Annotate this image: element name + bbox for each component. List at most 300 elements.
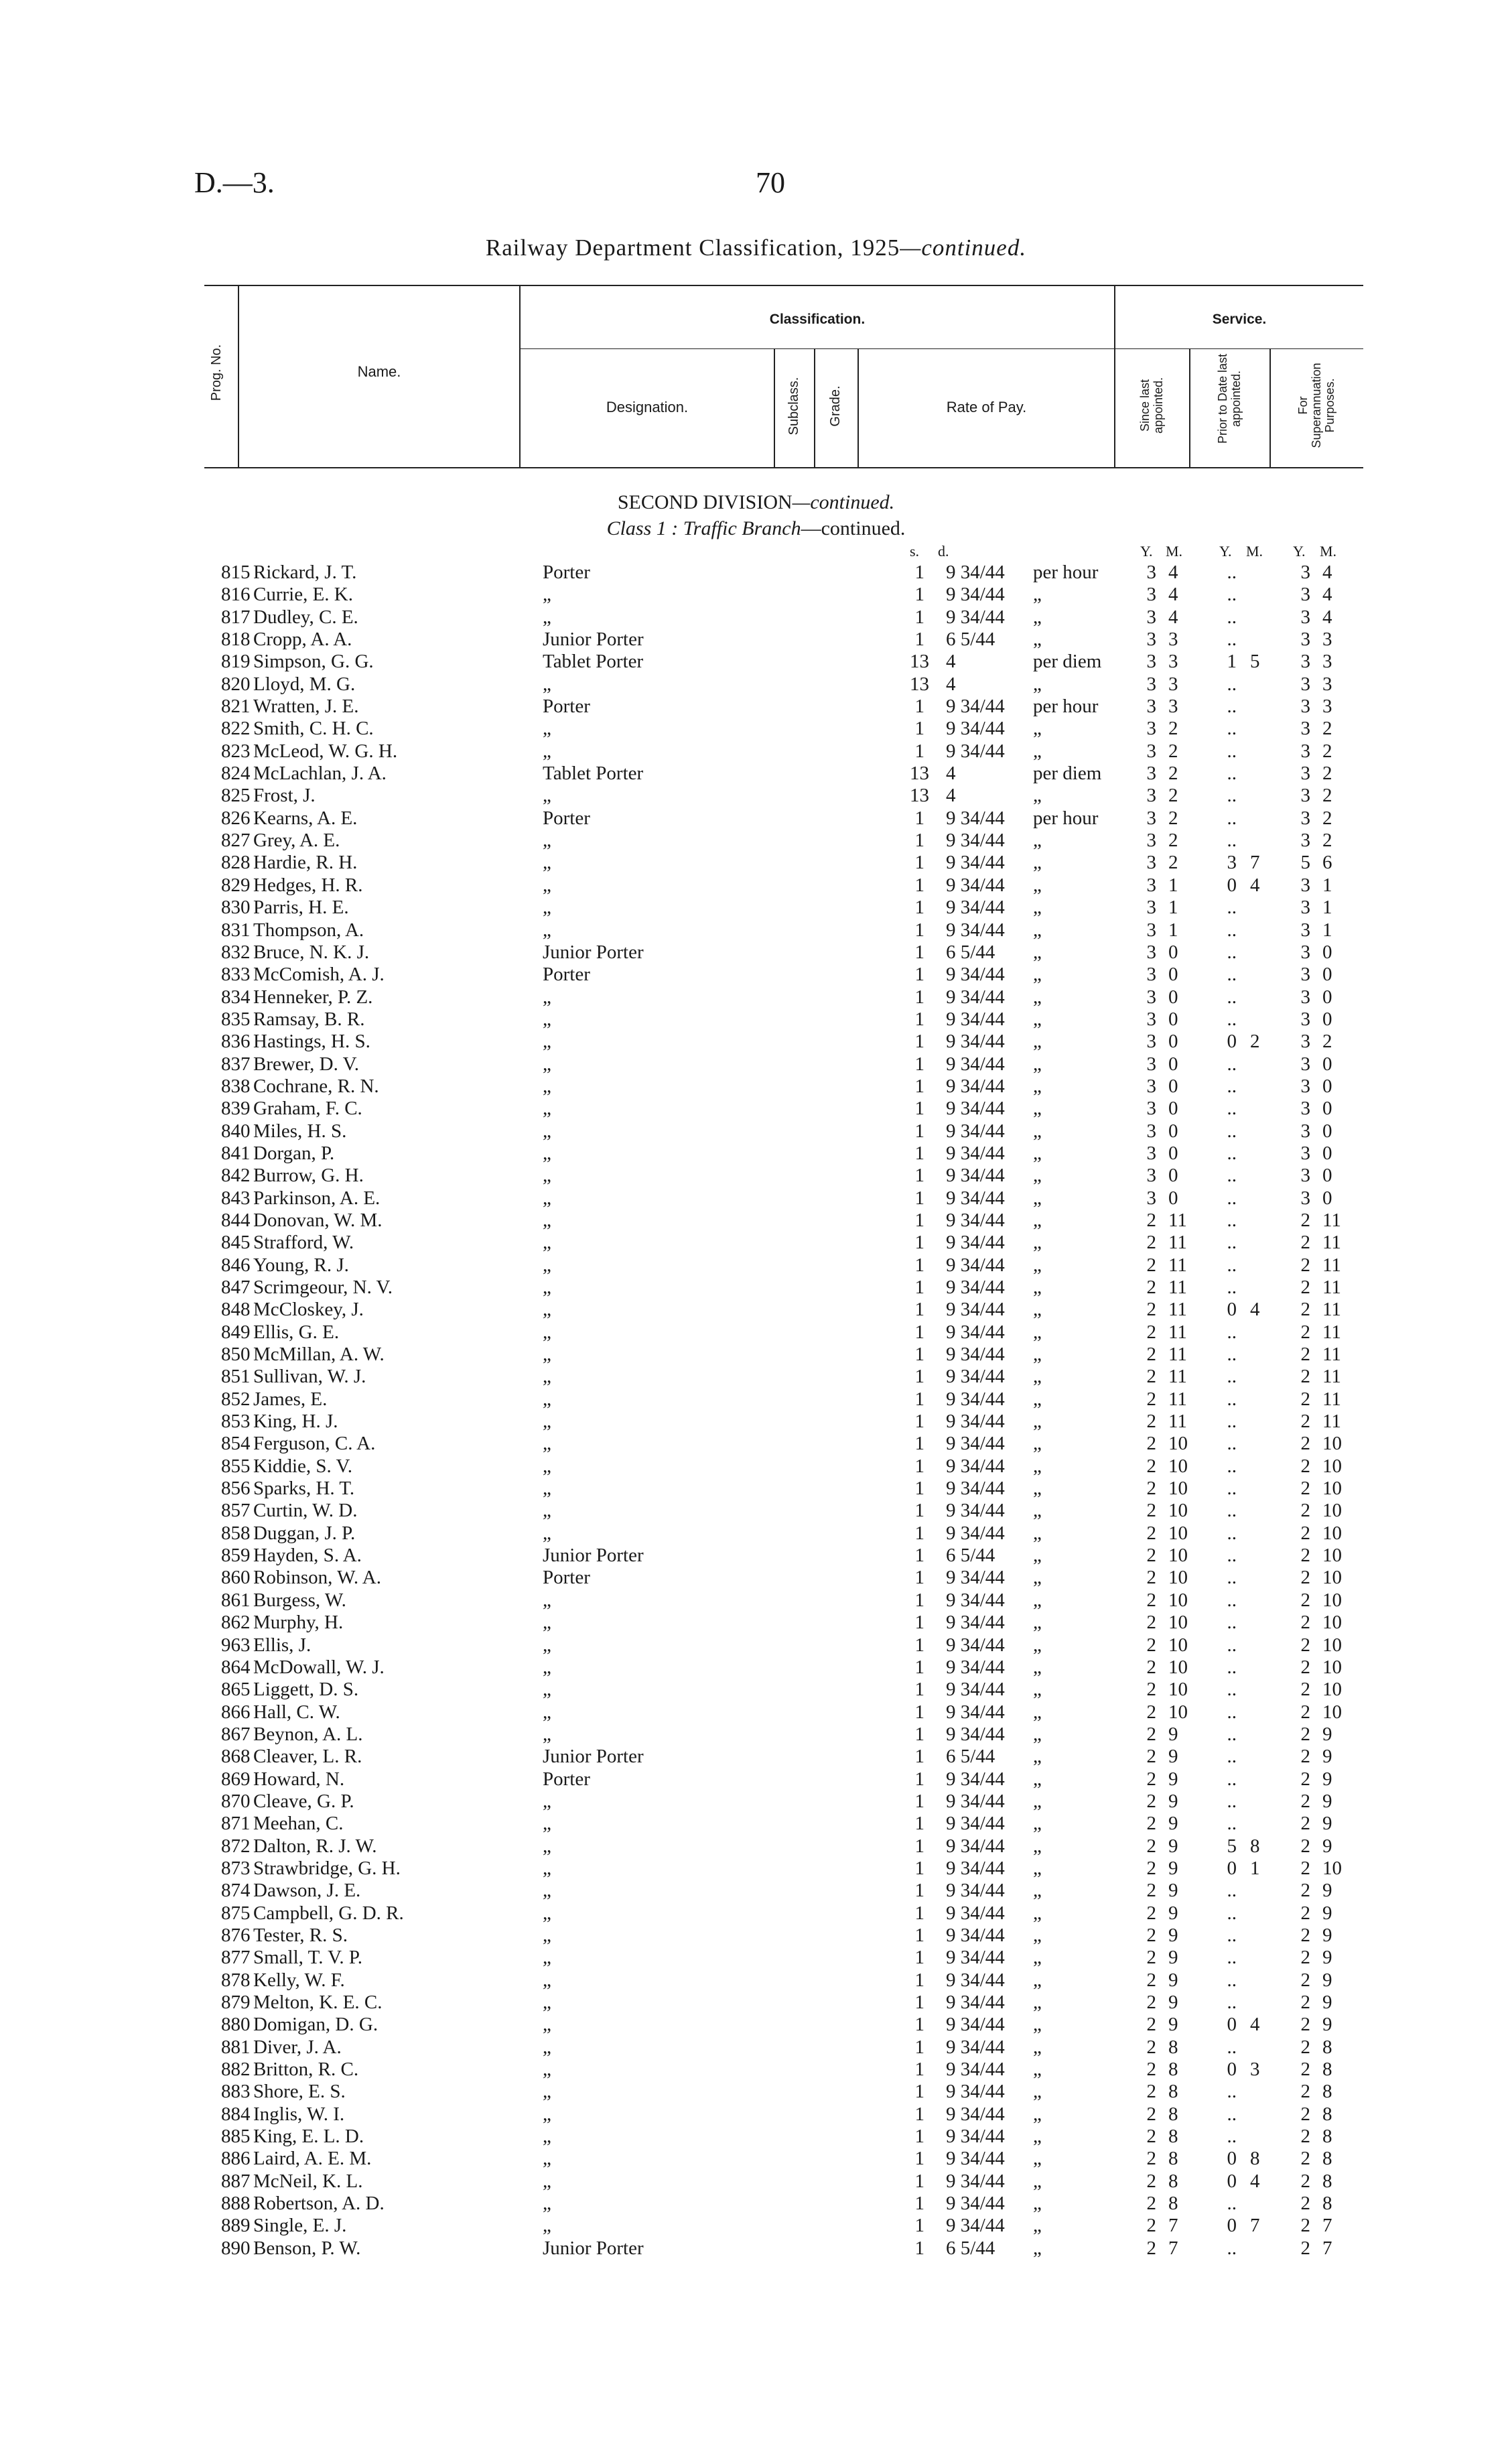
pay-shillings: 1 [914,606,924,628]
prior-years: .. [1227,1723,1237,1745]
super-months: 10 [1322,1455,1342,1477]
prior-years: .. [1227,1455,1237,1477]
prog-number: 963 [221,1634,251,1656]
since-last-months: 1 [1168,874,1178,896]
since-last-years: 2 [1146,1567,1156,1589]
since-last-years: 2 [1146,1433,1156,1455]
pay-pence: 9 34/44 [946,1120,1005,1142]
prior-years: .. [1227,1992,1237,2013]
since-last-months: 9 [1168,1947,1178,1969]
table-row [0,1478,1512,1500]
pay-rate-unit: „ [1033,1098,1042,1120]
pay-pence: 9 34/44 [946,1902,1005,1924]
pay-rate-unit: „ [1033,852,1042,874]
since-last-months: 9 [1168,1857,1178,1879]
pay-pence: 9 34/44 [946,830,1005,852]
table-row [0,2081,1512,2103]
pay-rate-unit: „ [1033,1746,1042,1768]
pay-rate-unit: „ [1033,1656,1042,1678]
super-years: 3 [1300,1165,1310,1187]
prog-number: 817 [221,606,251,628]
super-years: 3 [1300,584,1310,606]
prior-years: .. [1227,1232,1237,1254]
since-last-years: 2 [1146,2059,1156,2081]
designation: „ [543,2081,551,2103]
super-years: 2 [1300,1746,1310,1768]
staff-name: Graham, F. C. [253,1098,362,1120]
designation: „ [543,2103,551,2125]
table-row [0,1522,1512,1545]
staff-name: Wratten, J. E. [253,696,359,718]
pay-shillings: 1 [914,1813,924,1835]
since-last-years: 2 [1146,1992,1156,2013]
pay-rate-unit: „ [1033,1075,1042,1097]
pay-pence: 9 34/44 [946,1277,1005,1298]
staff-name: Hall, C. W. [253,1701,340,1723]
prog-number: 882 [221,2059,251,2081]
unit-m1: M. [1166,543,1183,560]
staff-name: Strawbridge, G. H. [253,1857,401,1879]
prior-years: .. [1227,1500,1237,1522]
staff-name: McNeil, K. L. [253,2170,363,2192]
prog-number: 826 [221,807,251,829]
since-last-years: 3 [1146,629,1156,651]
pay-pence: 9 34/44 [946,1187,1005,1209]
pay-rate-unit: „ [1033,2126,1042,2148]
pay-rate-unit: „ [1033,1835,1042,1857]
super-years: 3 [1300,718,1310,740]
prog-number: 815 [221,562,251,583]
prior-years: .. [1227,1522,1237,1544]
pay-rate-unit: „ [1033,2103,1042,2125]
table-row [0,1791,1512,1813]
super-years: 2 [1300,1209,1310,1231]
staff-name: King, E. L. D. [253,2126,364,2148]
designation: „ [543,986,551,1008]
pay-rate-unit: „ [1033,1165,1042,1187]
designation: „ [543,1277,551,1298]
super-years: 3 [1300,1031,1310,1053]
pay-rate-unit: per diem [1033,763,1102,785]
staff-name: Cropp, A. A. [253,629,352,651]
pay-shillings: 1 [914,1969,924,1991]
table-row [0,1388,1512,1411]
pay-shillings: 1 [914,941,924,963]
since-last-years: 3 [1146,763,1156,785]
prior-years: .. [1227,1120,1237,1142]
table-row [0,852,1512,874]
since-last-years: 3 [1146,1053,1156,1075]
pay-rate-unit: per hour [1033,807,1099,829]
table-row [0,1612,1512,1634]
super-years: 2 [1300,1969,1310,1991]
staff-name: Donovan, W. M. [253,1209,383,1231]
staff-name: Kiddie, S. V. [253,1455,352,1477]
since-last-years: 3 [1146,562,1156,583]
pay-rate-unit: „ [1033,1612,1042,1634]
prog-number: 837 [221,1053,251,1075]
prog-number: 853 [221,1411,251,1433]
prior-months: 4 [1250,2170,1260,2192]
pay-rate-unit: „ [1033,740,1042,762]
prior-years: .. [1227,1656,1237,1678]
class-prefix: Class 1 : [606,517,679,539]
table-row [0,1902,1512,1925]
pay-shillings: 1 [914,1142,924,1164]
prior-months: 8 [1250,1835,1260,1857]
designation: „ [543,673,551,695]
table-row [0,1277,1512,1299]
prog-number: 858 [221,1522,251,1544]
since-last-months: 10 [1168,1567,1188,1589]
super-months: 2 [1322,785,1332,807]
table-row [0,1880,1512,1902]
designation: „ [543,2014,551,2036]
staff-name: Dawson, J. E. [253,1880,361,1902]
since-last-months: 7 [1168,2215,1178,2237]
prior-years: .. [1227,1634,1237,1656]
pay-shillings: 1 [914,1746,924,1768]
super-years: 3 [1300,763,1310,785]
super-months: 8 [1322,2193,1332,2215]
table-row [0,740,1512,763]
designation: „ [543,1813,551,1835]
pay-pence: 9 34/44 [946,2014,1005,2036]
pay-shillings: 13 [910,785,929,807]
super-years: 2 [1300,2081,1310,2103]
prog-number: 856 [221,1478,251,1500]
prior-years: .. [1227,1902,1237,1924]
pay-rate-unit: „ [1033,1902,1042,1924]
staff-name: Laird, A. E. M. [253,2148,372,2170]
since-last-months: 4 [1168,584,1178,606]
since-last-years: 2 [1146,1411,1156,1433]
table-row [0,606,1512,629]
name-header: Name. [357,363,401,380]
pay-shillings: 1 [914,1701,924,1723]
prog-number: 870 [221,1790,251,1812]
table-row [0,1232,1512,1254]
since-last-years: 2 [1146,1835,1156,1857]
since-last-years: 3 [1146,584,1156,606]
table-row [0,1835,1512,1858]
pay-pence: 9 34/44 [946,1209,1005,1231]
staff-name: Ellis, G. E. [253,1321,340,1343]
pay-pence: 9 34/44 [946,1366,1005,1388]
super-years: 3 [1300,785,1310,807]
since-last-years: 3 [1146,1187,1156,1209]
staff-name: Lloyd, M. G. [253,673,356,695]
table-row [0,2126,1512,2148]
prog-number: 880 [221,2014,251,2036]
since-last-months: 8 [1168,2059,1178,2081]
branch-suffix: —continued. [801,517,906,539]
super-months: 2 [1322,718,1332,740]
since-last-months: 8 [1168,2148,1178,2170]
pay-rate-unit: „ [1033,2215,1042,2237]
staff-name: Curtin, W. D. [253,1500,358,1522]
since-last-years: 2 [1146,1321,1156,1343]
staff-name: Grey, A. E. [253,830,340,852]
pay-rate-unit: „ [1033,629,1042,651]
prior-years: 0 [1227,2215,1237,2237]
pay-rate-unit: „ [1033,874,1042,896]
super-years: 3 [1300,830,1310,852]
super-years: 5 [1300,852,1310,874]
prog-number: 846 [221,1254,251,1276]
pay-pence: 9 34/44 [946,2059,1005,2081]
pay-shillings: 1 [914,2036,924,2058]
prior-months: 4 [1250,2014,1260,2036]
pay-pence: 6 5/44 [946,2237,995,2259]
staff-name: Duggan, J. P. [253,1522,356,1544]
pay-rate-unit: „ [1033,606,1042,628]
super-years: 2 [1300,1612,1310,1634]
pay-shillings: 1 [914,2170,924,2192]
pay-pence: 9 34/44 [946,1813,1005,1835]
super-years: 2 [1300,1366,1310,1388]
unit-m3: M. [1320,543,1337,560]
pay-shillings: 1 [914,1254,924,1276]
prior-years: 1 [1227,651,1237,673]
prior-years: .. [1227,1813,1237,1835]
super-years: 2 [1300,1232,1310,1254]
super-months: 10 [1322,1701,1342,1723]
pay-pence: 9 34/44 [946,1232,1005,1254]
table-header [209,285,1363,476]
prog-number: 872 [221,1835,251,1857]
prior-years: .. [1227,1344,1237,1366]
since-last-months: 10 [1168,1634,1188,1656]
staff-name: Campbell, G. D. R. [253,1902,404,1924]
table-row [0,1344,1512,1366]
designation: „ [543,1232,551,1254]
since-last-years: 2 [1146,1768,1156,1790]
pay-pence: 9 34/44 [946,964,1005,986]
pay-rate-unit: „ [1033,1008,1042,1030]
pay-pence: 9 34/44 [946,718,1005,740]
super-years: 3 [1300,986,1310,1008]
super-months: 0 [1322,1120,1332,1142]
pay-rate-unit: „ [1033,785,1042,807]
super-years: 3 [1300,919,1310,941]
designation: „ [543,1500,551,1522]
pay-pence: 9 34/44 [946,2126,1005,2148]
pay-shillings: 1 [914,830,924,852]
super-years: 3 [1300,1008,1310,1030]
since-last-months: 9 [1168,1992,1178,2013]
pay-pence: 6 5/44 [946,941,995,963]
super-months: 9 [1322,1835,1332,1857]
staff-name: Single, E. J. [253,2215,347,2237]
prior-years: 0 [1227,2148,1237,2170]
pay-rate-unit: „ [1033,1478,1042,1500]
prior-years: .. [1227,2193,1237,2215]
designation: „ [543,1857,551,1879]
super-years: 3 [1300,740,1310,762]
prior-years: .. [1227,584,1237,606]
since-last-years: 3 [1146,785,1156,807]
pay-rate-unit: „ [1033,1031,1042,1053]
staff-name: Domigan, D. G. [253,2014,379,2036]
since-last-years: 3 [1146,651,1156,673]
prog-number: 850 [221,1344,251,1366]
unit-y1: Y. [1140,543,1153,560]
super-months: 8 [1322,2036,1332,2058]
prior-years: .. [1227,1746,1237,1768]
pay-pence: 9 34/44 [946,1388,1005,1410]
pay-pence: 9 34/44 [946,1857,1005,1879]
super-years: 2 [1300,1411,1310,1433]
table-row [0,942,1512,964]
prog-number: 852 [221,1388,251,1410]
pay-pence: 9 34/44 [946,1701,1005,1723]
prog-number: 887 [221,2170,251,2192]
prog-number: 876 [221,1924,251,1946]
table-row [0,1724,1512,1746]
staff-name: King, H. J. [253,1411,338,1433]
super-years: 2 [1300,1790,1310,1812]
prog-number: 854 [221,1433,251,1455]
super-years: 3 [1300,807,1310,829]
unit-d: d. [938,543,949,560]
since-last-months: 9 [1168,1813,1178,1835]
pay-pence: 9 34/44 [946,2103,1005,2125]
prior-months: 1 [1250,1857,1260,1879]
pay-shillings: 1 [914,1366,924,1388]
staff-name: Ferguson, C. A. [253,1433,376,1455]
pay-shillings: 1 [914,2148,924,2170]
pay-pence: 4 [946,763,956,785]
super-months: 2 [1322,763,1332,785]
super-years: 3 [1300,941,1310,963]
prior-years: .. [1227,696,1237,718]
super-years: 2 [1300,2148,1310,2170]
staff-name: Liggett, D. S. [253,1679,359,1701]
designation: „ [543,852,551,874]
pay-rate-unit: „ [1033,1344,1042,1366]
table-row [0,1679,1512,1701]
pay-pence: 9 34/44 [946,1321,1005,1343]
super-months: 2 [1322,1031,1332,1053]
designation: „ [543,1433,551,1455]
unit-m2: M. [1246,543,1263,560]
prog-number: 816 [221,584,251,606]
pay-shillings: 1 [914,1902,924,1924]
designation: „ [543,830,551,852]
prog-number: 822 [221,718,251,740]
staff-name: Sparks, H. T. [253,1478,355,1500]
prog-number: 864 [221,1656,251,1678]
since-last-months: 3 [1168,651,1178,673]
table-row [0,651,1512,673]
prior-years: .. [1227,763,1237,785]
staff-name: Cochrane, R. N. [253,1075,379,1097]
super-months: 9 [1322,1790,1332,1812]
super-months: 8 [1322,2081,1332,2103]
prog-number: 868 [221,1746,251,1768]
super-years: 2 [1300,2014,1310,2036]
super-years: 2 [1300,1701,1310,1723]
designation: „ [543,2148,551,2170]
staff-name: Hedges, H. R. [253,874,363,896]
prior-years: .. [1227,1545,1237,1567]
since-last-months: 0 [1168,986,1178,1008]
since-last-years: 2 [1146,2126,1156,2148]
pay-shillings: 1 [914,1209,924,1231]
super-years: 3 [1300,696,1310,718]
prior-years: .. [1227,2237,1237,2259]
super-years: 2 [1300,1589,1310,1611]
designation: „ [543,1142,551,1164]
table-row [0,2103,1512,2126]
table-row [0,785,1512,807]
prior-years: .. [1227,2126,1237,2148]
header-vline [1189,348,1190,468]
super-years: 3 [1300,1075,1310,1097]
pay-shillings: 1 [914,1924,924,1946]
since-last-months: 3 [1168,673,1178,695]
prog-number: 836 [221,1031,251,1053]
pay-pence: 9 34/44 [946,2081,1005,2103]
table-row [0,1858,1512,1880]
designation: „ [543,2170,551,2192]
designation: „ [543,1612,551,1634]
pay-pence: 9 34/44 [946,1924,1005,1946]
pay-shillings: 1 [914,696,924,718]
page-title [0,235,1512,261]
super-years: 2 [1300,1455,1310,1477]
prog-number: 830 [221,897,251,919]
prior-years: .. [1227,1589,1237,1611]
since-last-months: 11 [1168,1299,1187,1321]
since-last-years: 2 [1146,2103,1156,2125]
table-row [0,2148,1512,2170]
prog-number: 889 [221,2215,251,2237]
table-row [0,964,1512,986]
pay-pence: 6 5/44 [946,1545,995,1567]
designation: „ [543,1388,551,1410]
table-row [0,1925,1512,1947]
super-years: 2 [1300,1522,1310,1544]
prog-number: 821 [221,696,251,718]
designation: „ [543,1701,551,1723]
pay-pence: 9 34/44 [946,1344,1005,1366]
super-years: 2 [1300,1344,1310,1366]
prog-number: 849 [221,1321,251,1343]
prior-years: .. [1227,1165,1237,1187]
pay-rate-unit: „ [1033,941,1042,963]
prior-months: 2 [1250,1031,1260,1053]
designation: „ [543,897,551,919]
pay-pence: 4 [946,785,956,807]
since-last-years: 2 [1146,1500,1156,1522]
pay-rate-unit: „ [1033,584,1042,606]
super-years: 2 [1300,1254,1310,1276]
since-last-months: 0 [1168,1187,1178,1209]
pay-pence: 9 34/44 [946,874,1005,896]
super-years: 2 [1300,1902,1310,1924]
staff-name: McLachlan, J. A. [253,763,387,785]
pay-pence: 9 34/44 [946,1053,1005,1075]
since-last-years: 2 [1146,2081,1156,2103]
table-row [0,629,1512,651]
prog-number: 847 [221,1277,251,1298]
since-last-months: 3 [1168,629,1178,651]
pay-pence: 9 34/44 [946,1567,1005,1589]
pay-pence: 9 34/44 [946,1455,1005,1477]
class-heading [0,517,1512,540]
